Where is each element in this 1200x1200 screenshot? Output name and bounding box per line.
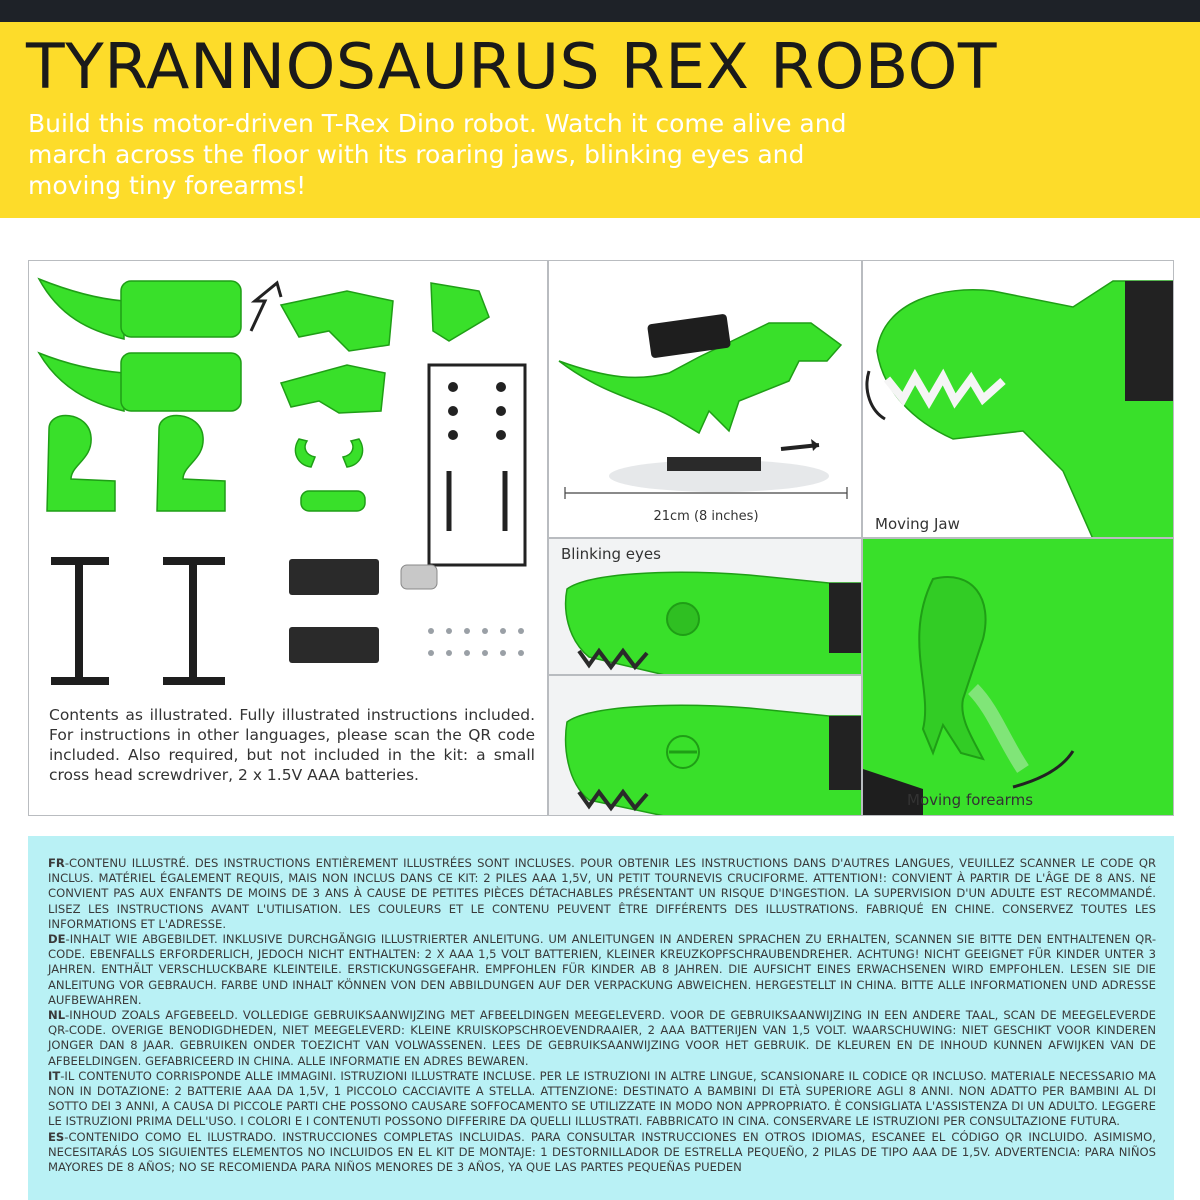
parts-sprue <box>429 365 525 565</box>
warning-es: ES-CONTENIDO COMO EL ILUSTRADO. INSTRUCCIONES COMPLETAS INCLUIDAS. PARA CONSULTAR INSTRUCCIONES EN OTROS IDIOMAS, ESCANEE EL CÓDIGO QR INCLUIDO. ASIMISMO, NECESITARÁS LOS SIGUIENTES ELEMENTOS NO INCLUIDOS EN EL KIT DE MONTAJE: 1 DESTORNILLADOR DE ESTRELLA PEQUEÑO, 2 PILAS DE TIPO AAA DE 1,5V. ADVERTENCIA: PARA NIÑOS MAYORES DE 8 AÑOS; NO SE RECOMIENDA PARA NIÑOS MENORES DE 3 AÑOS, YA QUE LAS PARTES PEQUEÑAS PUEDEN <box>48 1129 1156 1175</box>
motor <box>401 565 437 589</box>
head-piece-top <box>281 291 393 351</box>
eyes-label: Blinking eyes <box>561 545 661 563</box>
arrow-icon <box>251 283 281 331</box>
forearm-piece-left <box>295 439 315 467</box>
warning-nl: NL-INHOUD ZOALS AFGEBEELD. VOLLEDIGE GEBRUIKSAANWIJZING MET AFBEELDINGEN MEEGELEVERD. VOOR DE GEBRUIKSAANWIJZING IN EEN ANDERE TAAL, SCAN DE MEEGELEVERDE QR-CODE. OVERIGE BENODIGDHEDEN, NIET MEEGELEVERD: KLEINE KRUISKOPSCHROEVENDRAAIER, 2 AAA BATTERIJEN VAN 1,5 VOLT. WAARSCHUWING: NIET GESCHIKT VOOR KINDEREN JONGER DAN 8 JAAR. GEBRUIKEN ONDER TOEZICHT VAN VOLWASSENEN. LEES DE GEBRUIKSAANWIJZING VOOR HET GEBRUIK. DE KLEUREN EN DE INHOUD KUNNEN AFWIJKEN VAN DE AFBEELDINGEN. GEFABRICEERD IN CHINA. ALLE INFORMATIE EN ADRES BEWAREN. <box>48 1008 1156 1068</box>
body-shell-bottom <box>121 353 241 411</box>
warning-it: IT-IL CONTENUTO CORRISPONDE ALLE IMMAGINI. ISTRUZIONI ILLUSTRATE INCLUSE. PER LE ISTRUZIONI IN ALTRE LINGUE, SCANSIONARE IL CODICE QR INCLUSO. MATERIALE NECESSARIO MA NON IN DOTAZIONE: 2 BATTERIE AAA DA 1,5V, 1 PICCOLO CACCIAVITE A STELLA. ATTENZIONE: DESTINATO A BAMBINI DI ETÀ SUPERIORE AGLI 8 ANNI. NON ADATTO PER BAMBINI AL DI SOTTO DEI 3 ANNI, A CAUSA DI PICCOLE PARTI CHE POSSONO CAUSARE SOFFOCAMENTO SE UTILIZZATE IN MODO NON APPROPRIATO. È CONSIGLIATA L'ASSISTENZA DI UN ADULTO. LEGGERE LE ISTRUZIONI PRIMA DELL'USO. I COLORI E I CONTENUTI POSSONO DIFFERIRE DA QUELLI ILLUSTRATI. FABBRICATO IN CINA. CONSERVARE LE ISTRUZIONI PER CONSULTAZIONE FUTURA. <box>48 1068 1156 1129</box>
trex-jaw-illustration <box>863 261 1174 538</box>
size-label: 21cm (8 inches) <box>653 509 759 524</box>
moving-forearms-photo <box>862 538 1174 816</box>
kit-contents-panel <box>28 260 548 816</box>
top-bar <box>0 0 1200 22</box>
product-title: TYRANNOSAURUS REX ROBOT <box>26 30 998 103</box>
stand-frame-left <box>51 561 109 681</box>
forearm-piece-right <box>343 439 363 467</box>
contents-description: Contents as illustrated. Fully illustrated instructions included. For instructions in other languages, please scan the QR code included. Also required, but not included in the kit: a small cross head screwdriver, 2 x 1.5V AAA batteries. <box>49 706 535 784</box>
blinking-eyes-photo-open <box>548 538 862 675</box>
trex-forearm-illustration <box>863 539 1174 816</box>
trex-eye-closed-illustration <box>549 676 862 816</box>
blinking-eyes-photo-closed <box>548 675 862 816</box>
kit-parts-illustration <box>29 261 548 701</box>
leg-piece-left <box>47 416 115 511</box>
jaw-label: Moving Jaw <box>875 515 960 533</box>
assembled-robot-photo <box>548 260 862 538</box>
trex-full-illustration <box>549 261 862 538</box>
gear-piece <box>301 491 365 511</box>
forearms-label: Moving forearms <box>907 791 1034 809</box>
tail-piece-top <box>39 279 124 339</box>
eye-open <box>667 603 699 635</box>
jaw-piece-top <box>431 283 489 341</box>
head-piece-bottom <box>281 365 385 413</box>
leg-piece-right <box>157 416 225 511</box>
product-subtitle: Build this motor-driven T-Rex Dino robot. Watch it come alive and march across the floor with its roaring jaws, blinking eyes and moving tiny forearms! <box>28 109 847 200</box>
moving-jaw-photo <box>862 260 1174 538</box>
tail-piece-bottom <box>39 353 124 411</box>
battery-box-bottom <box>289 627 379 663</box>
warning-fr: FR-CONTENU ILLUSTRÉ. DES INSTRUCTIONS ENTIÈREMENT ILLUSTRÉES SONT INCLUSES. POUR OBTENIR LES INSTRUCTIONS DANS D'AUTRES LANGUES, VEUILLEZ SCANNER LE CODE QR INCLUS. MATÉRIEL ÉGALEMENT REQUIS, MAIS NON INCLUS DANS CE KIT: 2 PILES AAA 1,5V, UN PETIT TOURNEVIS CRUCIFORME. ATTENTION!: CONVIENT À PARTIR DE L'ÂGE DE 8 ANS. NE CONVIENT PAS AUX ENFANTS DE MOINS DE 3 ANS À CAUSE DE PETITES PIÈCES DÉTACHABLES PRÉSENTANT UN RISQUE D'INGESTION. LA SUPERVISION D'UN ADULTE EST RECOMMANDÉ. LISEZ LES INSTRUCTIONS AVANT L'UTILISATION. LES COULEURS ET LE CONTENU PEUVENT ÊTRE DIFFÉRENTS DES ILLUSTRATIONS. FABRIQUÉ EN CHINE. CONSERVEZ TOUTES LES INFORMATIONS ET L'ADRESSE. <box>48 856 1156 931</box>
battery-box-top <box>289 559 379 595</box>
multilingual-warning-text <box>48 856 1156 1175</box>
warning-de: DE-INHALT WIE ABGEBILDET. INKLUSIVE DURCHGÄNGIG ILLUSTRIERTER ANLEITUNG. UM ANLEITUNGEN IN ANDEREN SPRACHEN ZU ERHALTEN, SCANNEN SIE BITTE DEN ENTHALTENEN QR-CODE. EBENFALLS ERFORDERLICH, JEDOCH NICHT ENTHALTEN: 2 X AAA 1,5 VOLT BATTERIEN, KLEINER KREUZKOPFSCHRAUBENDREHER. ACHTUNG! NICHT GEEIGNET FÜR KINDER UNTER 3 JAHREN. ENTHÄLT VERSCHLUCKBARE KLEINTEILE. ERSTICKUNGSGEFAHR. EMPFOHLEN FÜR KINDER AB 8 JAHREN. DIE AUFSICHT EINES ERWACHSENEN WIRD EMPFOHLEN. LESEN SIE DIE ANLEITUNG VOR GEBRAUCH. FARBE UND INHALT KÖNNEN VON DEN ABBILDUNGEN AUF DER VERPACKUNG ABWEICHEN. HERGESTELLT IN CHINA. BITTE ALLE INFORMATIONEN UND ADRESSE AUFBEWAHREN. <box>48 932 1156 1007</box>
stand-frame-right <box>163 561 225 681</box>
body-shell-top <box>121 281 241 337</box>
jaw-motion-arrow <box>867 371 885 419</box>
